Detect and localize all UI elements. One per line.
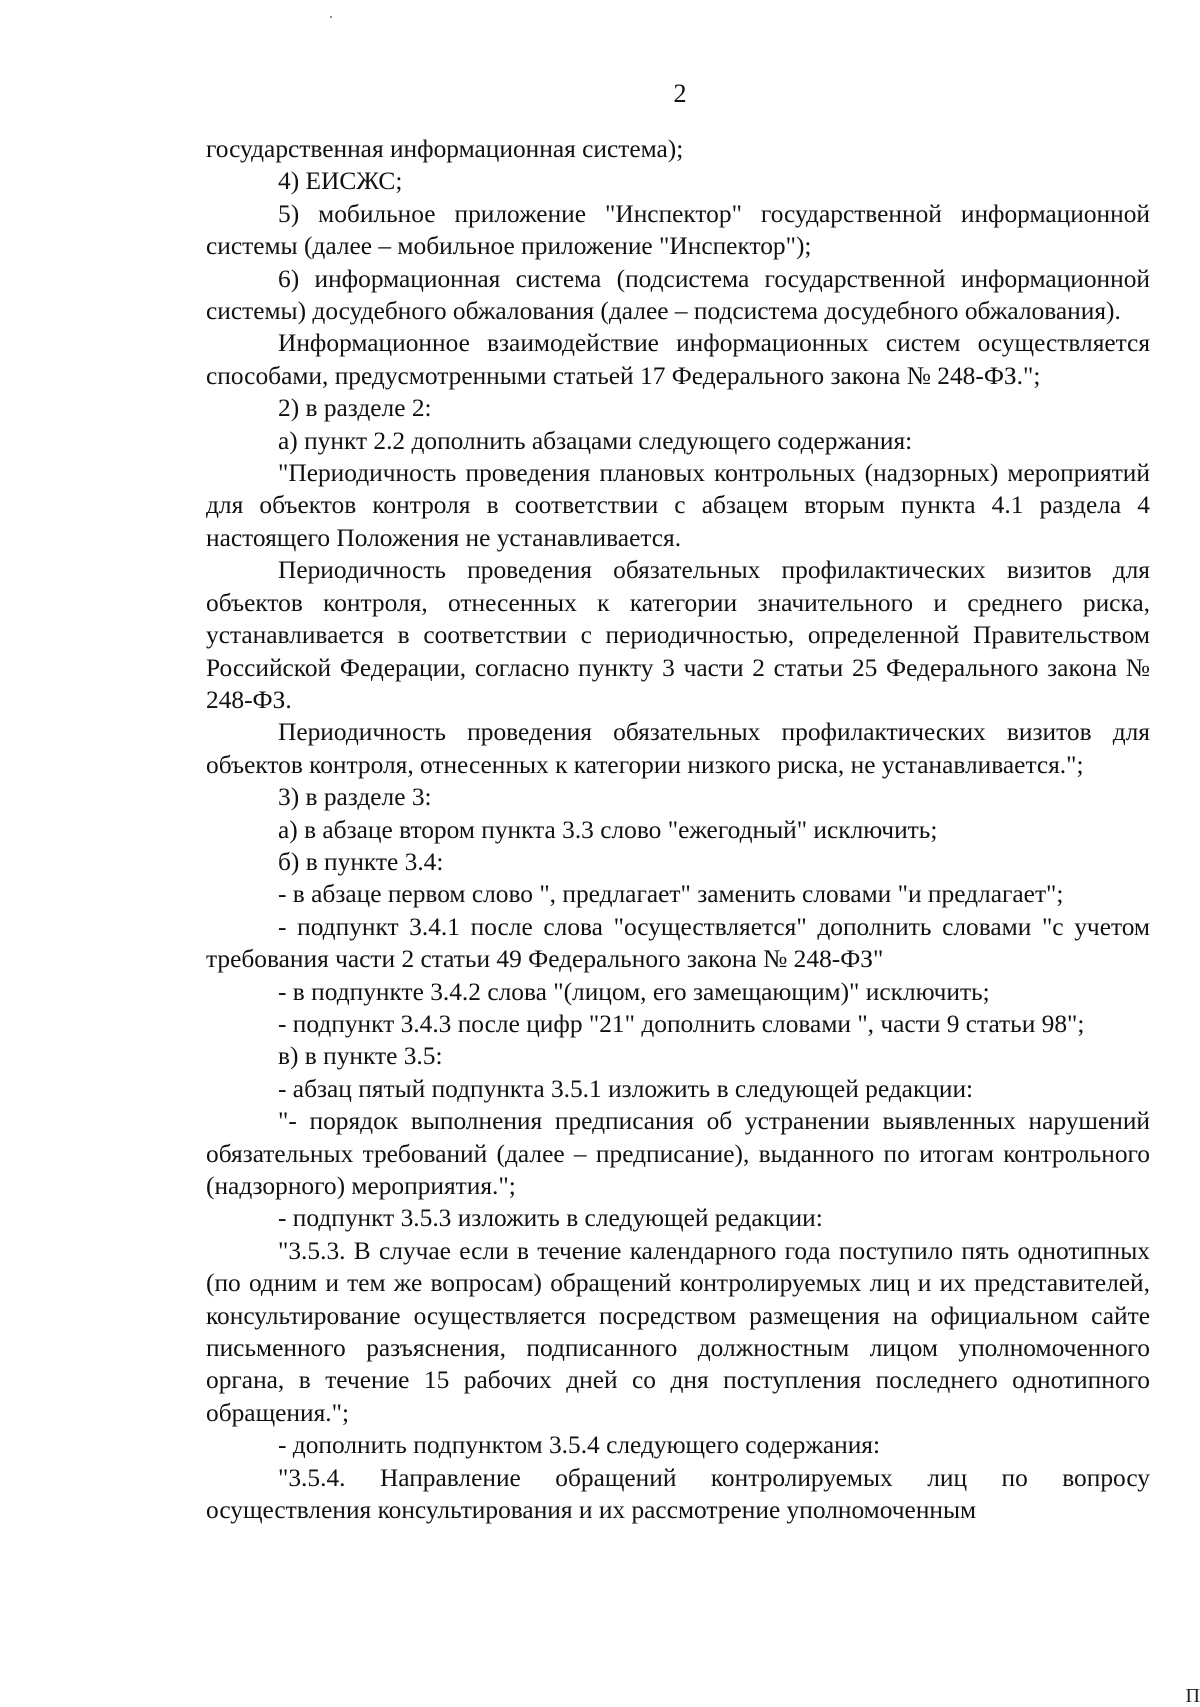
paragraph: "- порядок выполнения предписания об устранении выявленных нарушений обязательных требований (далее – предписание), выданного по итогам контрольного (надзорного) мероприятия."; bbox=[206, 1107, 1150, 1200]
margin-mark: П bbox=[1185, 1685, 1200, 1707]
paragraph: 3) в разделе 3: bbox=[278, 783, 432, 812]
paragraph: Периодичность проведения обязательных профилактических визитов для объектов контроля, отнесенных к категории значительного и среднего риска, устанавливается в соответствии с периодичностью, определенной Правительством Российской Федерации, согласно пункту 3 части 2 статьи 25 Федерального закона № 248-ФЗ. bbox=[206, 556, 1150, 714]
paragraph: - в абзаце первом слово ", предлагает" заменить словами "и предлагает"; bbox=[278, 880, 1064, 909]
paragraph: 5) мобильное приложение "Инспектор" государственной информационной системы (далее – мобильное приложение "Инспектор"); bbox=[206, 199, 1150, 261]
paragraph: "3.5.3. В случае если в течение календарного года поступило пять однотипных (по одним и тем же вопросам) обращений контролируемых лиц и их представителей, консультирование осуществляется посредством размещения на официальном сайте письменного разъяснения, подписанного должностным лицом уполномоченного органа, в течение 15 рабочих дней со дня поступления последнего однотипного обращения."; bbox=[206, 1236, 1150, 1427]
paragraph: - в подпункте 3.4.2 слова "(лицом, его замещающим)" исключить; bbox=[278, 977, 990, 1006]
paragraph: - дополнить подпунктом 3.5.4 следующего содержания: bbox=[278, 1431, 881, 1460]
paragraph: государственная информационная система); bbox=[206, 135, 684, 163]
paragraph: - подпункт 3.4.1 после слова "осуществляется" дополнить словами "с учетом требования части 2 статьи 49 Федерального закона № 248-ФЗ" bbox=[206, 912, 1150, 974]
paragraph: - абзац пятый подпункта 3.5.1 изложить в следующей редакции: bbox=[278, 1074, 974, 1103]
paragraph: б) в пункте 3.4: bbox=[278, 847, 444, 876]
paragraph: 2) в разделе 2: bbox=[278, 394, 432, 423]
paragraph: "Периодичность проведения плановых контрольных (надзорных) мероприятий для объектов контроля в соответствии с абзацем вторым пункта 4.1 раздела 4 настоящего Положения не устанавливается. bbox=[206, 459, 1150, 552]
page-number: 2 bbox=[673, 79, 687, 108]
paragraph: 4) ЕИСЖС; bbox=[278, 167, 403, 196]
paragraph: а) пункт 2.2 дополнить абзацами следующего содержания: bbox=[278, 426, 913, 455]
scan-speck bbox=[330, 16, 332, 18]
paragraph: а) в абзаце втором пункта 3.3 слово "ежегодный" исключить; bbox=[278, 815, 938, 844]
paragraph: 6) информационная система (подсистема государственной информационной системы) досудебного обжалования (далее – подсистема досудебного обжалования). bbox=[206, 264, 1150, 326]
paragraph: - подпункт 3.5.3 изложить в следующей редакции: bbox=[278, 1204, 823, 1233]
paragraph: - подпункт 3.4.3 после цифр "21" дополнить словами ", части 9 статьи 98"; bbox=[278, 1009, 1085, 1038]
paragraph: Информационное взаимодействие информационных систем осуществляется способами, предусмотренными статьей 17 Федерального закона № 248-ФЗ."; bbox=[206, 329, 1150, 390]
paragraph: "3.5.4. Направление обращений контролируемых лиц по вопросу осуществления консультирования и их рассмотрение уполномоченным bbox=[206, 1463, 1150, 1525]
paragraph: Периодичность проведения обязательных профилактических визитов для объектов контроля, отнесенных к категории низкого риска, не устанавливается."; bbox=[206, 718, 1150, 779]
paragraph: в) в пункте 3.5: bbox=[278, 1042, 443, 1071]
document-body bbox=[206, 133, 1150, 1526]
